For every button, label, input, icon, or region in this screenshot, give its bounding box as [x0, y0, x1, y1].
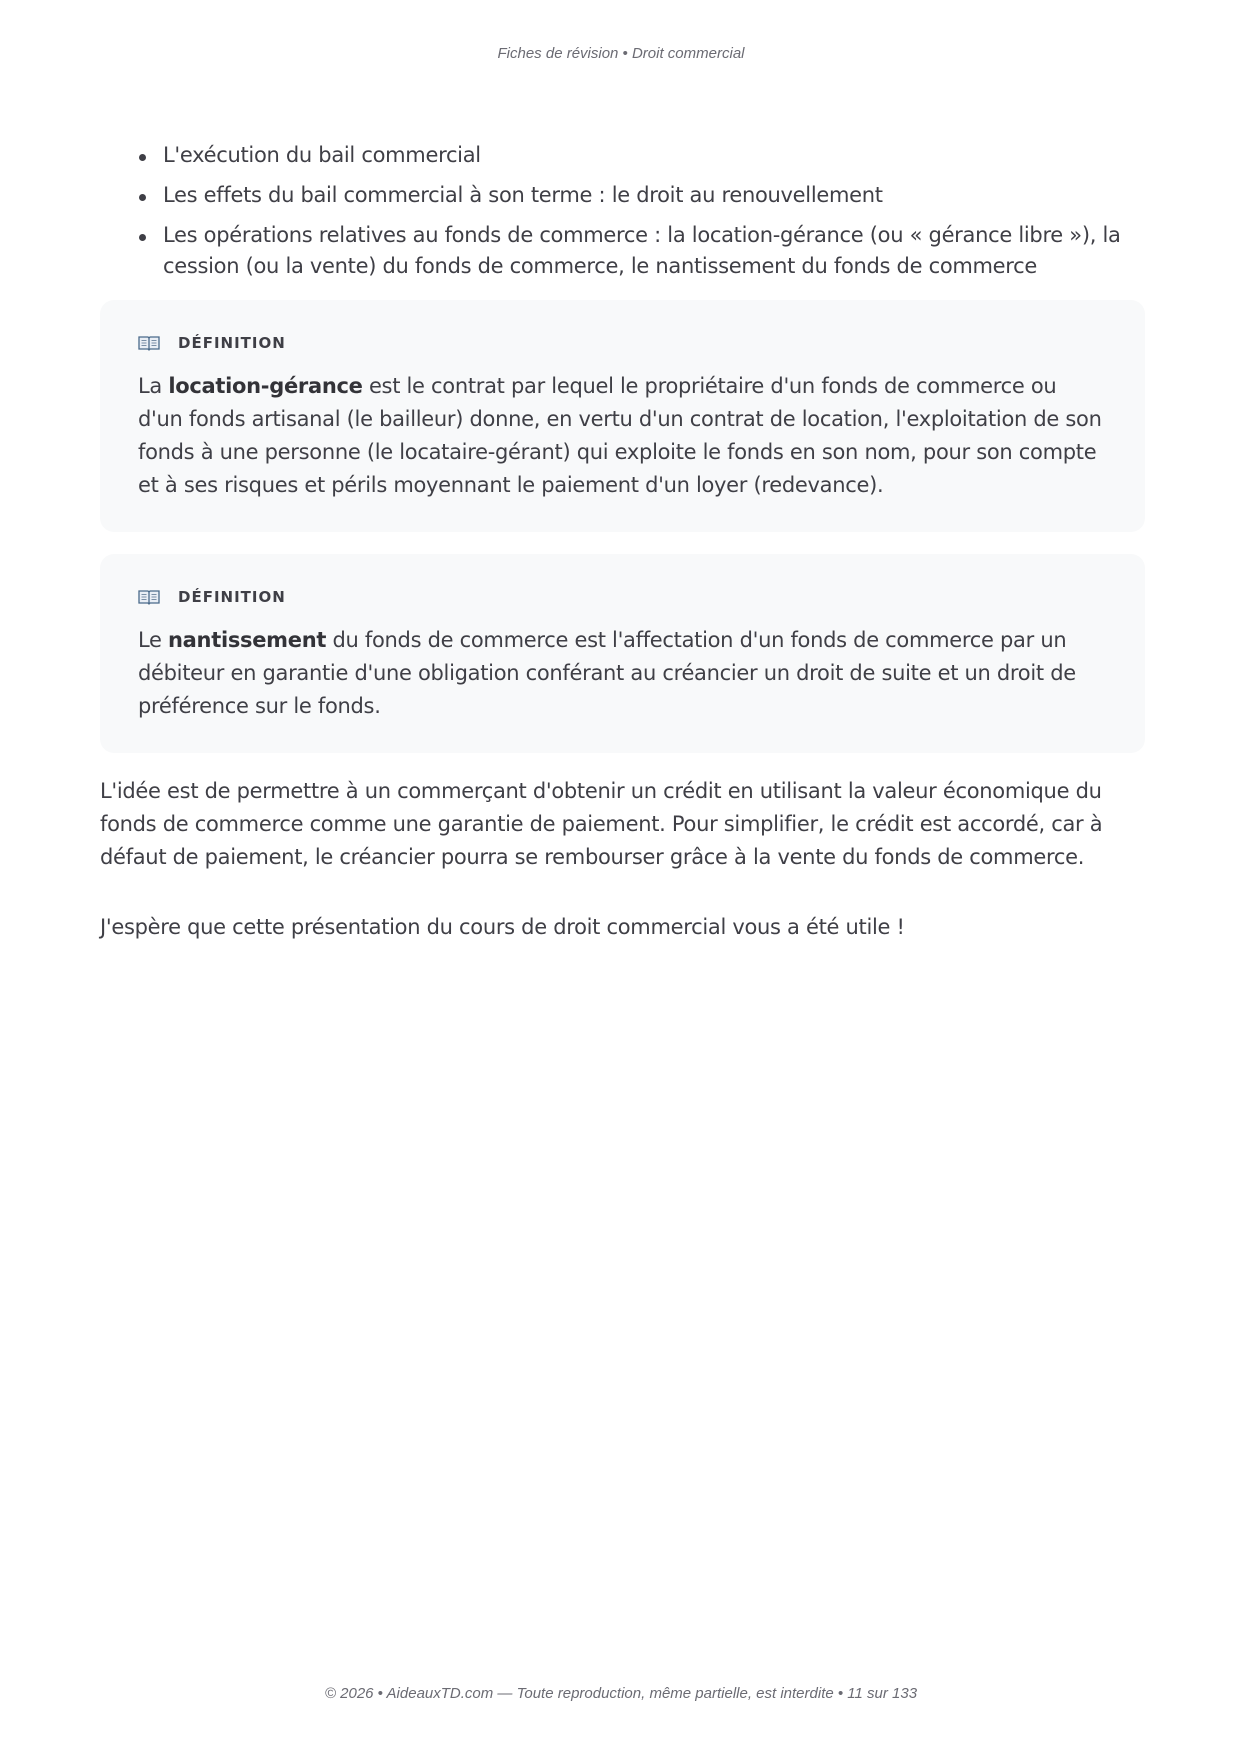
definition-lead: Le	[138, 628, 169, 652]
topic-list	[100, 140, 1145, 282]
definition-header	[138, 588, 1107, 606]
definition-term: location-gérance	[168, 374, 363, 398]
page-content	[100, 140, 1145, 944]
definition-label: DÉFINITION	[178, 334, 286, 352]
definition-box-location-gerance	[100, 300, 1145, 532]
list-item: Les opérations relatives au fonds de commerce : la location-gérance (ou « gérance libre »), la cession (ou la vente) du fonds de commerce, le nantissement du fonds de commerce	[163, 220, 1145, 282]
definition-label: DÉFINITION	[178, 588, 286, 606]
definition-text	[138, 370, 1107, 502]
definition-header	[138, 334, 1107, 352]
definition-term: nantissement	[168, 628, 327, 652]
definition-body: est le contrat par lequel le propriétaire d'un fonds de commerce ou d'un fonds artisanal (le bailleur) donne, en vertu d'un contrat de location, l'exploitation de son fonds à une personne (le locataire-gérant) qui exploite le fonds en son nom, pour son compte et à ses risques et périls moyennant le paiement d'un loyer (redevance).	[138, 374, 1102, 497]
definition-lead: La	[138, 374, 169, 398]
closing-paragraph: J'espère que cette présentation du cours de droit commercial vous a été utile !	[100, 915, 905, 939]
list-item: L'exécution du bail commercial	[163, 140, 1145, 171]
definition-text	[138, 624, 1107, 723]
body-paragraph: L'idée est de permettre à un commerçant d'obtenir un crédit en utilisant la valeur économique du fonds de commerce comme une garantie de paiement. Pour simplifier, le crédit est accordé, car à défaut de paiement, le créancier pourra se rembourser grâce à la vente du fonds de commerce.	[100, 779, 1103, 869]
definition-box-nantissement	[100, 554, 1145, 753]
open-book-icon	[138, 589, 160, 605]
list-item: Les effets du bail commercial à son terme : le droit au renouvellement	[163, 180, 1145, 211]
open-book-icon	[138, 335, 160, 351]
running-footer: © 2026 • AideauxTD.com — Toute reproduction, même partielle, est interdite • 11 sur 133	[324, 1685, 918, 1702]
definition-body: du fonds de commerce est l'affectation d'un fonds de commerce par un débiteur en garantie d'une obligation conférant au créancier un droit de suite et un droit de préférence sur le fonds.	[138, 628, 1076, 718]
running-header: Fiches de révision • Droit commercial	[497, 45, 745, 62]
